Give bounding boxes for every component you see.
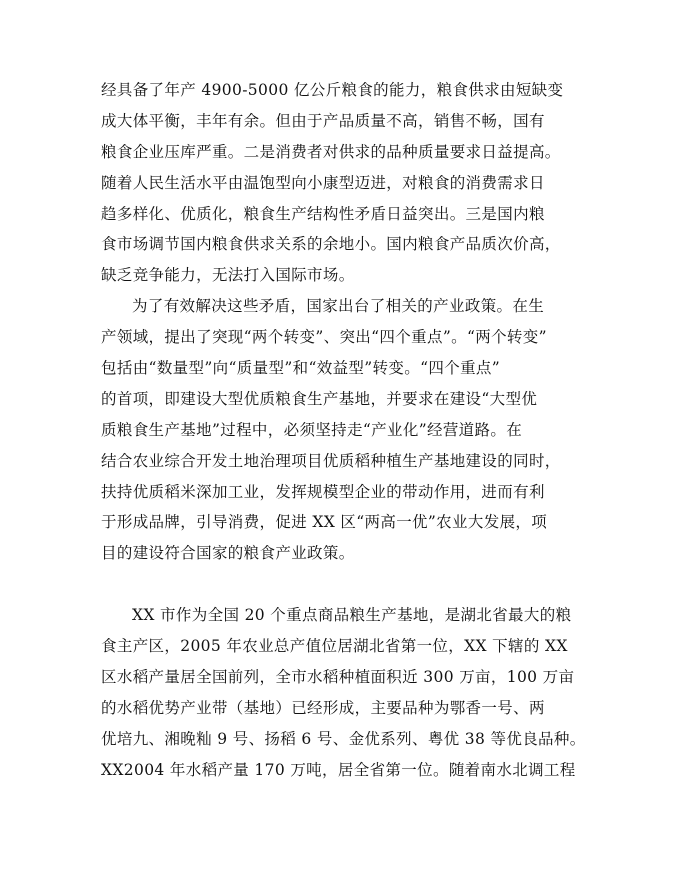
text-line: 随着人民生活水平由温饱型向小康型迈进，对粮食的消费需求日 bbox=[101, 173, 545, 192]
paragraph-3 bbox=[101, 600, 586, 785]
paragraph-2 bbox=[101, 291, 581, 600]
text-line: XX 市作为全国 20 个重点商品粮生产基地，是湖北省最大的粮 bbox=[132, 606, 572, 625]
text-line: 粮食企业压库严重。二是消费者对供求的品种质量要求日益提高。 bbox=[101, 142, 561, 161]
text-line: 成大体平衡，丰年有余。但由于产品质量不高，销售不畅，国有 bbox=[101, 111, 545, 130]
text-line: 缺乏竞争能力，无法打入国际市场。 bbox=[101, 266, 355, 285]
text-line: 为了有效解决这些矛盾，国家出台了相关的产业政策。在生 bbox=[132, 297, 545, 316]
text-line: 的水稻优势产业带（基地）已经形成，主要品种为鄂香一号、两 bbox=[101, 698, 545, 717]
text-line: 优培九、湘晚籼 9 号、扬稻 6 号、金优系列、粤优 38 等优良品种。 bbox=[101, 729, 586, 748]
text-line: XX2004 年水稻产量 170 万吨，居全省第一位。随着南水北调工程 bbox=[101, 760, 576, 779]
text-line: 质粮食生产基地”过程中，必须坚持走“产业化”经营道路。在 bbox=[101, 420, 523, 439]
document-page bbox=[101, 75, 586, 785]
text-line: 食市场调节国内粮食供求关系的余地小。国内粮食产品质次价高， bbox=[101, 235, 561, 254]
text-line: 食主产区，2005 年农业总产值位居湖北省第一位，XX 下辖的 XX bbox=[101, 637, 568, 656]
text-line: 包括由“数量型”向“质量型”和“效益型”转变。“四个重点” bbox=[101, 359, 501, 378]
text-line: 的首项，即建设大型优质粮食生产基地，并要求在建设“大型优 bbox=[101, 389, 538, 408]
text-line: 区水稻产量居全国前列，全市水稻种植面积近 300 万亩，100 万亩 bbox=[101, 667, 575, 686]
text-line: 经具备了年产 4900-5000 亿公斤粮食的能力，粮食供求由短缺变 bbox=[101, 81, 564, 99]
text-line: 趋多样化、优质化，粮食生产结构性矛盾日益突出。三是国内粮 bbox=[101, 204, 545, 223]
text-line: 目的建设符合国家的粮食产业政策。 bbox=[101, 544, 355, 563]
text-line: 扶持优质稻米深加工业，发挥规模型企业的带动作用，进而有利 bbox=[101, 482, 545, 501]
text-line: 产领域，提出了突现“两个转变”、突出“四个重点”。“两个转变” bbox=[101, 328, 547, 347]
text-line bbox=[101, 569, 581, 600]
text-line: 于形成品牌，引导消费，促进 XX 区“两高一优”农业大发展，项 bbox=[101, 513, 548, 532]
text-line: 结合农业综合开发土地治理项目优质稻种植生产基地建设的同时， bbox=[101, 451, 561, 470]
paragraph-1 bbox=[101, 75, 581, 291]
